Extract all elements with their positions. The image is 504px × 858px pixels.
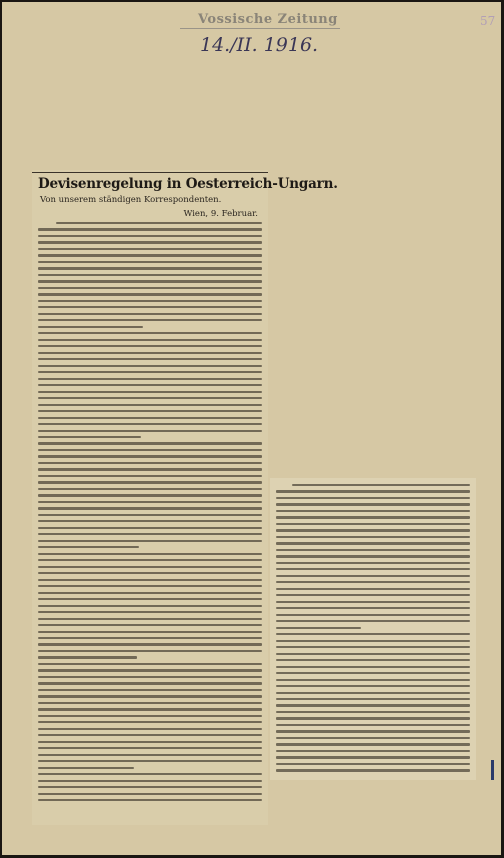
body-text-line [38, 637, 262, 639]
body-text-line [38, 669, 262, 671]
body-text-line [38, 449, 262, 451]
body-text-line [38, 754, 262, 756]
body-text-line [276, 614, 470, 616]
body-text-line [276, 672, 470, 674]
body-text-line [38, 501, 262, 503]
body-text-line [38, 793, 262, 795]
body-text-line [38, 579, 262, 581]
article-body-right [276, 484, 470, 776]
body-text-line [38, 643, 262, 645]
body-text-line [276, 523, 470, 525]
article-dateline: Wien, 9. Februar. [183, 209, 258, 219]
body-text-line [38, 397, 262, 399]
body-text-line [38, 598, 262, 600]
body-text-line [38, 404, 262, 406]
body-text-line [38, 280, 262, 282]
body-text-line [276, 730, 470, 732]
body-text-line [276, 536, 470, 538]
body-text-line [38, 274, 262, 276]
body-text-line [276, 490, 470, 492]
body-text-line [276, 763, 470, 765]
body-text-line [38, 663, 262, 665]
body-text-line [38, 339, 262, 341]
body-text-line [38, 656, 137, 658]
body-text-line [38, 650, 262, 652]
article-clipping-right-column [270, 478, 476, 780]
body-text-line [38, 566, 262, 568]
body-text-line [38, 767, 134, 769]
body-text-line [276, 750, 470, 752]
body-text-line [276, 666, 470, 668]
body-text-line [38, 553, 262, 555]
body-text-line [38, 430, 262, 432]
body-text-line [276, 704, 470, 706]
body-text-line [38, 520, 262, 522]
body-text-line [38, 631, 262, 633]
body-text-line [276, 568, 470, 570]
body-text-line [56, 222, 262, 224]
body-text-line [276, 581, 470, 583]
body-text-line [38, 689, 262, 691]
body-text-line [38, 618, 262, 620]
body-text-line [38, 352, 262, 354]
body-text-line [38, 241, 262, 243]
body-text-line [38, 455, 262, 457]
body-text-line [38, 734, 262, 736]
body-text-line [38, 436, 141, 438]
body-text-line [38, 773, 262, 775]
body-text-line [276, 659, 470, 661]
body-text-line [38, 332, 262, 334]
archive-sheet [2, 2, 501, 855]
body-text-line [276, 575, 470, 577]
article-headline: Devisenregelung in Oesterreich-Ungarn. [38, 176, 338, 192]
body-text-line [38, 747, 262, 749]
body-text-line [38, 780, 262, 782]
body-text-line [38, 365, 262, 367]
body-text-line [38, 624, 262, 626]
body-text-line [276, 756, 470, 758]
body-text-line [276, 588, 470, 590]
body-text-line [38, 585, 262, 587]
body-text-line [38, 676, 262, 678]
body-text-line [38, 559, 262, 561]
body-text-line [38, 592, 262, 594]
body-text-line [38, 695, 262, 697]
ink-mark [491, 760, 494, 780]
body-text-line [38, 572, 262, 574]
article-subheadline: Von unserem ständigen Korrespondenten. [40, 195, 222, 205]
body-text-line [38, 546, 139, 548]
body-text-line [38, 423, 262, 425]
body-text-line [276, 555, 470, 557]
body-text-line [38, 488, 262, 490]
body-text-line [38, 527, 262, 529]
body-text-line [38, 293, 262, 295]
body-text-line [276, 769, 470, 771]
body-text-line [276, 594, 470, 596]
body-text-line [38, 605, 262, 607]
top-rule [32, 172, 268, 173]
body-text-line [38, 494, 262, 496]
body-text-line [38, 760, 262, 762]
body-text-line [38, 786, 262, 788]
body-text-line [276, 743, 470, 745]
body-text-line [276, 510, 470, 512]
body-text-line [276, 542, 470, 544]
body-text-line [38, 682, 262, 684]
body-text-line [38, 267, 262, 269]
body-text-line [276, 640, 470, 642]
body-text-line [38, 306, 262, 308]
body-text-line [38, 254, 262, 256]
stamp-underline [180, 28, 340, 29]
body-text-line [38, 468, 262, 470]
body-text-line [38, 475, 262, 477]
body-text-line [38, 345, 262, 347]
body-text-line [292, 484, 470, 486]
body-text-line [276, 679, 470, 681]
body-text-line [38, 799, 262, 801]
body-text-line [276, 692, 470, 694]
body-text-line [38, 507, 262, 509]
body-text-line [38, 533, 262, 535]
archive-number: 57 [480, 14, 496, 28]
body-text-line [38, 228, 262, 230]
body-text-line [38, 410, 262, 412]
body-text-line [38, 721, 262, 723]
body-text-line [276, 724, 470, 726]
body-text-line [276, 620, 470, 622]
body-text-line [38, 611, 262, 613]
article-body-left [38, 222, 262, 806]
handwritten-date: 14./II. 1916. [200, 34, 319, 56]
body-text-line [38, 371, 262, 373]
body-text-line [38, 417, 262, 419]
body-text-line [38, 248, 262, 250]
body-text-line [38, 261, 262, 263]
body-text-line [38, 384, 262, 386]
body-text-line [276, 717, 470, 719]
body-text-line [38, 391, 262, 393]
body-text-line [38, 319, 262, 321]
body-text-line [276, 497, 470, 499]
body-text-line [38, 235, 262, 237]
body-text-line [38, 442, 262, 444]
body-text-line [38, 514, 262, 516]
body-text-line [38, 300, 262, 302]
body-text-line [38, 378, 262, 380]
body-text-line [276, 601, 470, 603]
body-text-line [276, 607, 470, 609]
body-text-line [276, 627, 361, 629]
body-text-line [276, 698, 470, 700]
body-text-line [38, 702, 262, 704]
body-text-line [276, 653, 470, 655]
body-text-line [276, 516, 470, 518]
body-text-line [38, 540, 262, 542]
article-clipping-left-column [32, 170, 338, 825]
body-text-line [38, 313, 262, 315]
body-text-line [276, 503, 470, 505]
body-text-line [276, 646, 470, 648]
body-text-line [38, 728, 262, 730]
body-text-line [38, 708, 262, 710]
body-text-line [276, 685, 470, 687]
body-text-line [276, 737, 470, 739]
body-text-line [38, 358, 262, 360]
body-text-line [276, 711, 470, 713]
body-text-line [38, 481, 262, 483]
body-text-line [38, 287, 262, 289]
body-text-line [38, 715, 262, 717]
body-text-line [276, 562, 470, 564]
body-text-line [38, 741, 262, 743]
body-text-line [276, 529, 470, 531]
body-text-line [276, 633, 470, 635]
body-text-line [38, 326, 143, 328]
body-text-line [38, 462, 262, 464]
newspaper-stamp: Vossische Zeitung [198, 12, 338, 27]
body-text-line [276, 549, 470, 551]
